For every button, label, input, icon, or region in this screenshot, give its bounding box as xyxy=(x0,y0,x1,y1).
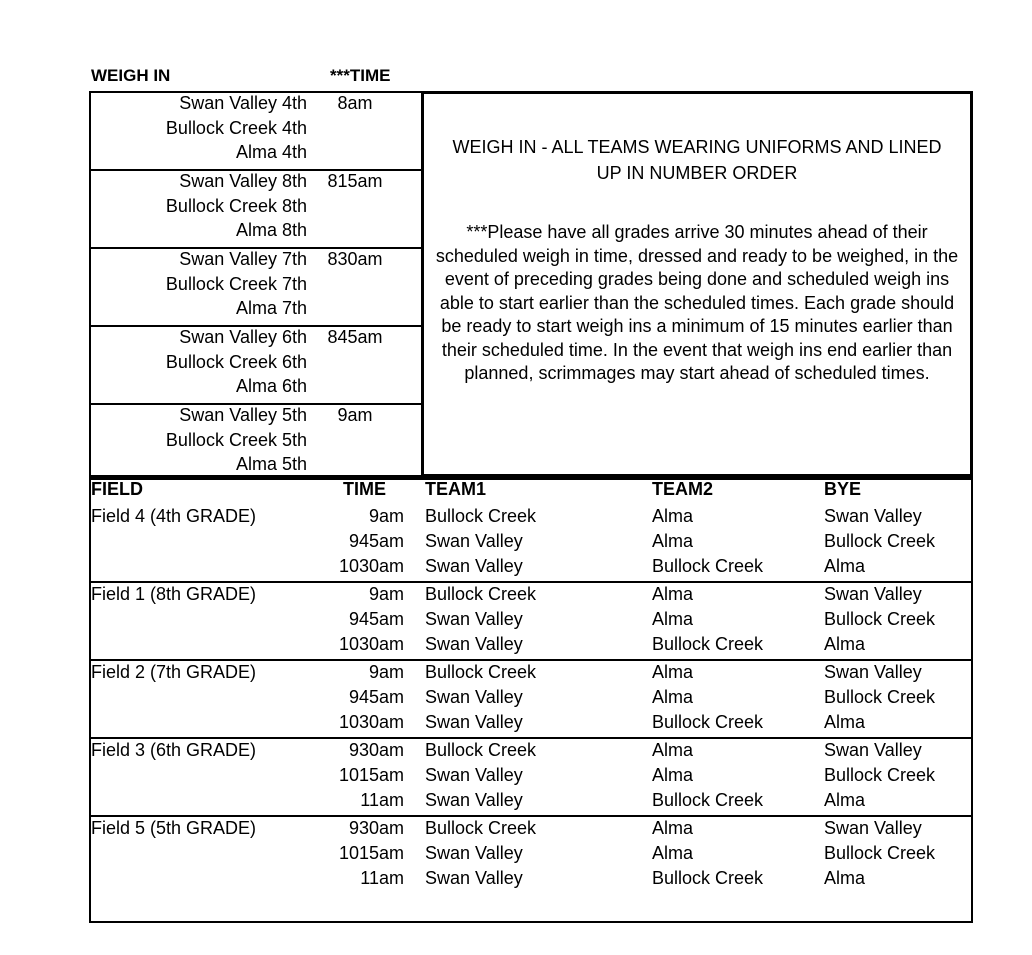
game-time: 1030am xyxy=(338,712,404,732)
weigh-in-team: Swan Valley 6th xyxy=(179,327,307,347)
weigh-in-time: 9am xyxy=(337,405,373,425)
weigh-in-time: 845am xyxy=(327,327,383,347)
game-team2: Bullock Creek xyxy=(652,712,764,732)
weigh-in-team: Swan Valley 7th xyxy=(179,249,307,269)
game-team2: Alma xyxy=(652,818,694,838)
weigh-in-team: Alma 8th xyxy=(235,220,307,240)
notice-body: ***Please have all grades arrive 30 minutes ahead of their scheduled weigh in time, dressed and ready to be weighed, in the event of preceding grades being done and scheduled weigh ins able to start earlier than the scheduled times. Each grade should be ready to start weigh ins a minimum of 15 minutes earlier than their scheduled time. In the event that weigh ins end earlier than planned, scrimmages may start ahead of scheduled times. xyxy=(435,222,959,383)
weigh-in-notice xyxy=(421,91,973,477)
game-bye: Swan Valley xyxy=(824,740,922,760)
game-team1: Swan Valley xyxy=(425,687,523,707)
game-bye: Swan Valley xyxy=(824,584,922,604)
col-header-time: TIME xyxy=(343,479,386,499)
game-bye: Bullock Creek xyxy=(824,687,936,707)
weigh-in-time: 830am xyxy=(327,249,383,269)
game-team1: Swan Valley xyxy=(425,609,523,629)
weigh-in-team: Swan Valley 5th xyxy=(179,405,307,425)
game-time: 9am xyxy=(368,662,404,682)
game-time: 945am xyxy=(348,609,404,629)
game-team1: Bullock Creek xyxy=(425,740,537,760)
game-time: 11am xyxy=(360,790,404,810)
game-time: 9am xyxy=(368,584,404,604)
game-team1: Bullock Creek xyxy=(425,662,537,682)
col-header-team1: TEAM1 xyxy=(425,479,487,499)
game-team1: Bullock Creek xyxy=(425,818,537,838)
game-team1: Bullock Creek xyxy=(425,584,537,604)
game-team2: Bullock Creek xyxy=(652,790,764,810)
field-name: Field 1 (8th GRADE) xyxy=(91,584,257,604)
game-bye: Bullock Creek xyxy=(824,843,936,863)
game-bye: Swan Valley xyxy=(824,662,922,682)
weigh-in-team: Bullock Creek 6th xyxy=(165,351,307,372)
game-team1: Swan Valley xyxy=(425,712,523,732)
weigh-in-team: Bullock Creek 7th xyxy=(165,273,307,294)
game-time: 9am xyxy=(368,506,404,526)
game-bye: Swan Valley xyxy=(824,818,922,838)
game-team2: Alma xyxy=(652,531,694,551)
field-name: Field 3 (6th GRADE) xyxy=(91,740,257,760)
weigh-in-team: Swan Valley 8th xyxy=(179,171,307,191)
game-team2: Alma xyxy=(652,740,694,760)
game-team1: Swan Valley xyxy=(425,843,523,863)
game-team2: Alma xyxy=(652,765,694,785)
game-team2: Alma xyxy=(652,662,694,682)
game-bye: Bullock Creek xyxy=(824,609,936,629)
game-team1: Swan Valley xyxy=(425,790,523,810)
game-team2: Alma xyxy=(652,506,694,526)
game-time: 930am xyxy=(348,740,404,760)
weigh-in-team: Bullock Creek 4th xyxy=(165,117,307,138)
col-header-bye: BYE xyxy=(824,479,862,499)
game-time: 945am xyxy=(348,687,404,707)
col-header-field: FIELD xyxy=(91,479,143,499)
game-team2: Alma xyxy=(652,609,694,629)
game-team1: Swan Valley xyxy=(425,556,523,576)
game-team2: Bullock Creek xyxy=(652,556,764,576)
game-bye: Bullock Creek xyxy=(824,765,936,785)
game-team1: Swan Valley xyxy=(425,531,523,551)
game-team2: Alma xyxy=(652,687,694,707)
game-bye: Alma xyxy=(824,790,866,810)
weigh-in-team: Bullock Creek 5th xyxy=(165,429,307,450)
game-team2: Bullock Creek xyxy=(652,634,764,654)
game-team1: Bullock Creek xyxy=(425,506,537,526)
game-time: 1030am xyxy=(338,634,404,654)
game-team2: Alma xyxy=(652,584,694,604)
game-bye: Alma xyxy=(824,556,866,576)
game-time: 1015am xyxy=(338,765,404,785)
game-bye: Alma xyxy=(824,634,866,654)
weigh-in-team: Alma 5th xyxy=(235,454,307,474)
col-header-team2: TEAM2 xyxy=(652,479,714,499)
weigh-in-header: WEIGH IN xyxy=(91,66,171,85)
weigh-in-team: Alma 6th xyxy=(235,376,307,396)
game-bye: Alma xyxy=(824,712,866,732)
field-name: Field 5 (5th GRADE) xyxy=(91,818,257,838)
game-time: 930am xyxy=(348,818,404,838)
game-time: 11am xyxy=(360,868,404,888)
weigh-in-team: Swan Valley 4th xyxy=(179,93,307,113)
game-bye: Bullock Creek xyxy=(824,531,936,551)
game-bye: Alma xyxy=(824,868,866,888)
weigh-in-time: 815am xyxy=(327,171,383,191)
weigh-in-team: Bullock Creek 8th xyxy=(165,195,307,216)
field-name: Field 2 (7th GRADE) xyxy=(91,662,257,682)
notice-heading: WEIGH IN - ALL TEAMS WEARING UNIFORMS AND LINED UP IN NUMBER ORDER xyxy=(452,137,942,183)
weigh-in-team: Alma 7th xyxy=(235,298,307,318)
game-team1: Swan Valley xyxy=(425,634,523,654)
game-team1: Swan Valley xyxy=(425,765,523,785)
weigh-in-time: 8am xyxy=(337,93,373,113)
game-team2: Alma xyxy=(652,843,694,863)
game-time: 1030am xyxy=(338,556,404,576)
weigh-in-time-header: ***TIME xyxy=(330,66,391,85)
game-team1: Swan Valley xyxy=(425,868,523,888)
game-time: 1015am xyxy=(338,843,404,863)
game-team2: Bullock Creek xyxy=(652,868,764,888)
weigh-in-team: Alma 4th xyxy=(235,142,307,162)
game-bye: Swan Valley xyxy=(824,506,922,526)
game-time: 945am xyxy=(348,531,404,551)
field-name: Field 4 (4th GRADE) xyxy=(91,506,257,526)
